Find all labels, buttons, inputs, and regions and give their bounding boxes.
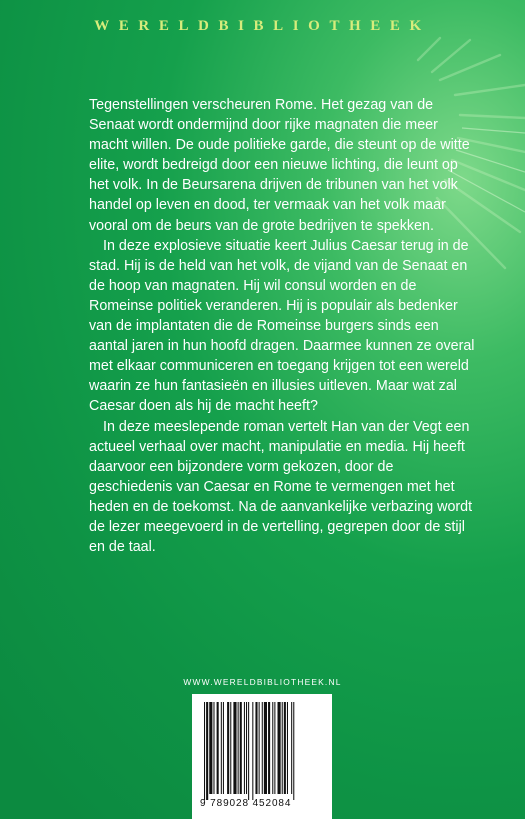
barcode-bar (259, 702, 260, 794)
barcode-bar (221, 702, 222, 794)
barcode-bar (240, 702, 242, 794)
barcode-bar (206, 702, 208, 800)
barcode-bar (264, 702, 267, 794)
barcode-bar (268, 702, 270, 794)
barcode-bar (233, 702, 236, 794)
blurb-paragraph-1: Tegenstellingen verscheuren Rome. Het gezag van de Senaat wordt ondermijnd door rijke magnaten die meer macht willen. De oude politieke garde, die steunt op de witte elite, wordt bedreigd door een nieuwe lichting, die leunt op het volk. In de Beursarena drijven de tribunen van het volk handel op leven en dood, ter vermaak van het volk maar vooral om de beurs van de grote bedrijven te spekken. (89, 97, 470, 234)
barcode-bar (244, 702, 245, 794)
blurb-paragraph-3: In deze meeslepende roman vertelt Han van der Vegt een actueel verhaal over macht, manipulatie en media. Hij heeft daarvoor een bijzondere vorm gekozen, door de geschiedenis van Caesar en Rome te vermengen met het heden en de toekomst. Na de aanvankelijke verbazing wordt de lezer meegevoerd in de vertelling, gegrepen door de stijl en de taal. (89, 418, 473, 556)
barcode-bar (230, 702, 231, 794)
barcode-bar (217, 702, 219, 794)
barcode-bar (274, 702, 275, 794)
barcode-bar (272, 702, 273, 794)
isbn-number: 9 789028 452084 (200, 798, 292, 809)
barcode-bar (248, 702, 249, 800)
barcode-bar (246, 702, 247, 794)
barcode-bar (252, 702, 253, 800)
barcode-bar (209, 702, 212, 794)
barcode-bar (213, 702, 214, 794)
barcode-bar (204, 702, 205, 800)
barcode-bar (238, 702, 239, 794)
barcode-bar (282, 702, 283, 794)
barcode-bar (227, 702, 229, 794)
publisher-website: WWW.WERELDBIBLIOTHEEK.NL (183, 677, 342, 687)
barcode-bar (284, 702, 286, 794)
barcode-bar (278, 702, 281, 794)
book-blurb (89, 95, 479, 557)
barcode-bar (255, 702, 257, 794)
blurb-paragraph-2: In deze explosieve situatie keert Julius Caesar terug in de stad. Hij is de held van het volk, de vijand van de Senaat en de hoop van magnaten. Hij wil consul worden en de Romeinse politiek veranderen. Hij is populair als bedenker van de implantaten die de Romeinse burgers sinds een aantal jaren in hun hoofd dragen. Daarmee kunnen ze overal met elkaar communiceren en toegang krijgen tot een wereld waarin ze hun fantasieën en illusies uitleven. Maar wat zal Caesar doen als hij de macht heeft? (89, 237, 475, 415)
barcode (192, 694, 332, 819)
barcode-bar (262, 702, 263, 794)
barcode-bar (293, 702, 294, 800)
barcode-bar (223, 702, 224, 794)
barcode-bar (287, 702, 288, 794)
publisher-name: WERELDBIBLIOTHEEK (94, 18, 431, 34)
barcode-bar (291, 702, 292, 794)
